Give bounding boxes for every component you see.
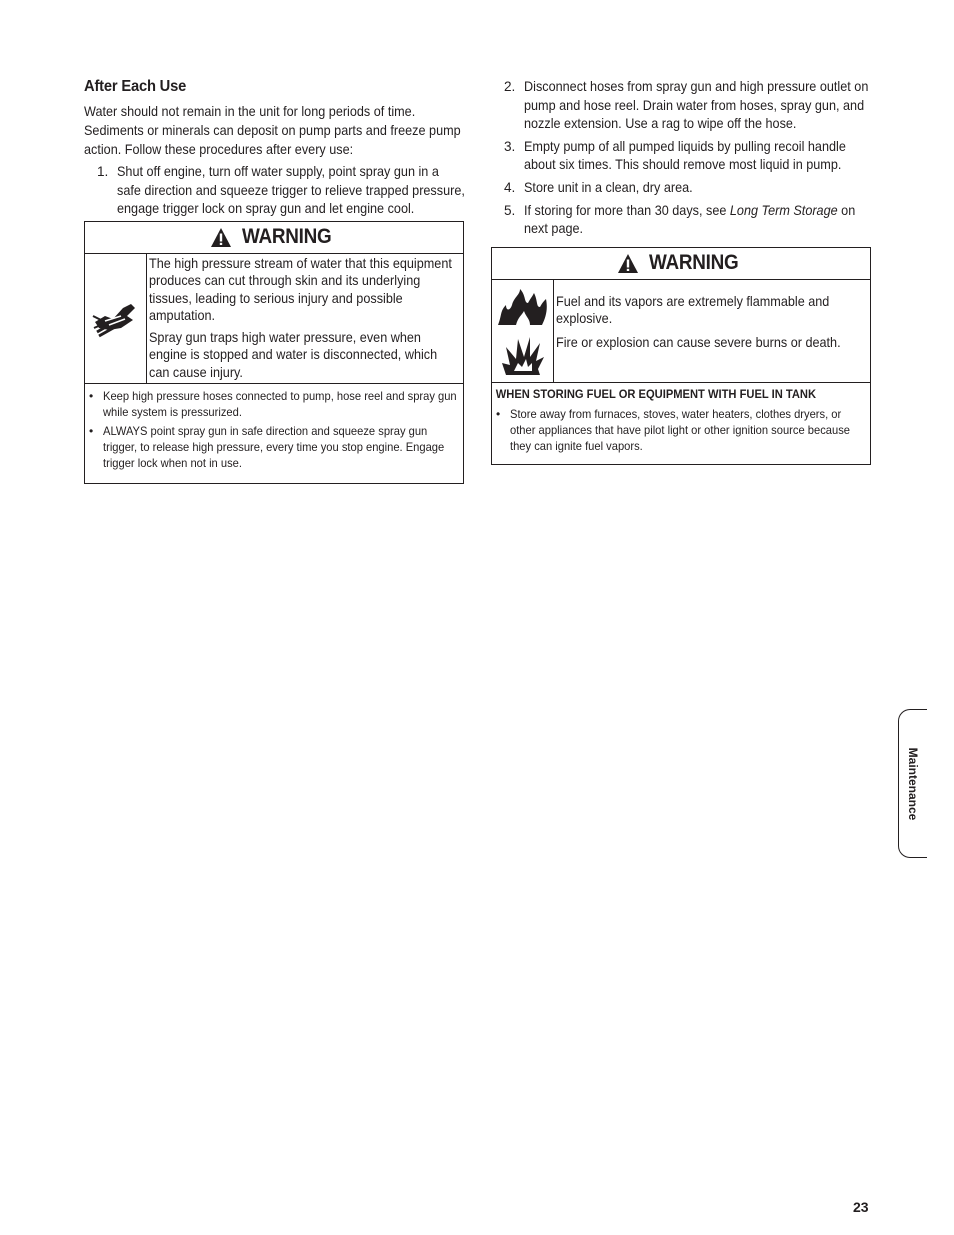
step-number: 1. [97,164,109,179]
warning-triangle-icon [211,228,231,247]
warning-paragraph: Fuel and its vapors are extremely flammable and explosive. [556,293,830,327]
section-tab-label: Maintenance [906,747,920,820]
explosion-icon [500,333,546,377]
list-item [491,202,871,239]
warning-subheading: WHEN STORING FUEL OR EQUIPMENT WITH FUEL IN TANK [495,386,817,401]
warning-text-cell [147,254,463,384]
steps-list-left [84,163,464,219]
warning-body [85,254,463,385]
list-item [491,179,871,198]
warning-paragraph: Fire or explosion can cause severe burns or death. [556,334,841,350]
warning-box-pressure [84,221,464,485]
warning-title: WARNING [242,225,332,249]
step-text: Disconnect hoses from spray gun and high pressure outlet on pump and hose reel. Drain water from hoses, spray gun, and nozzle extension. Use a rag to wipe off the hose. [524,79,869,132]
intro-paragraph: Water should not remain in the unit for long periods of time. Sediments or minerals can deposit on pump parts and freeze pump action. Follow these procedures after every use: [84,104,461,157]
warning-triangle-icon [618,254,638,273]
warning-body [492,280,870,383]
list-item: • Store away from furnaces, stoves, water heaters, clothes dryers, or other appliances that have pilot light or other ignition source because they can ignite fuel vapors. [496,406,850,453]
warning-text-cell [554,280,870,382]
list-item [491,138,871,175]
warning-header [492,248,870,280]
cross-reference: Long Term Storage [729,202,838,218]
fire-icon [496,285,550,327]
section-heading: After Each Use [84,78,187,95]
left-column [84,78,464,484]
list-item [84,163,464,219]
step-text: Shut off engine, turn off water supply, point spray gun in a safe direction and squeeze trigger to relieve trapped pressure, engage trigger lock on spray gun and let engine cool. [117,164,465,217]
step-number: 3. [504,138,516,154]
section-tab-maintenance [898,709,927,858]
warning-header [85,222,463,254]
step-number: 4. [504,179,516,195]
warning-paragraph: The high pressure stream of water that this equipment produces can cut through skin and its underlying tissues, leading to serious injury and possible amputation. [149,255,452,324]
warning-box-fuel [491,247,871,465]
warning-icon-cell [492,280,554,382]
warning-icon-cell [85,254,147,384]
warning-bullets [85,384,463,483]
list-item: • Keep high pressure hoses connected to pump, hose reel and spray gun while system is pressurized. [89,389,457,420]
high-pressure-injection-icon [91,294,141,344]
step-text: Store unit in a clean, dry area. [524,179,693,195]
warning-title: WARNING [649,251,739,275]
list-item [491,78,871,134]
step-text: Empty pump of all pumped liquids by pulling recoil handle about six times. This should remove most liquid in pump. [524,138,846,173]
warning-bullets [492,401,870,464]
steps-list-right [491,78,871,239]
warning-paragraph: Spray gun traps high water pressure, even when engine is stopped and water is disconnected, which can cause injury. [149,329,438,380]
step-text: If storing for more than 30 days, see Long Term Storage on next page. [524,202,856,237]
step-number: 5. [504,202,516,218]
step-number: 2. [504,79,516,94]
right-column [491,78,871,465]
page-number: 23 [853,1199,869,1215]
list-item: • ALWAYS point spray gun in safe direction and squeeze spray gun trigger, to release high pressure, every time you stop engine. Engage trigger lock when not in use. [89,424,445,471]
